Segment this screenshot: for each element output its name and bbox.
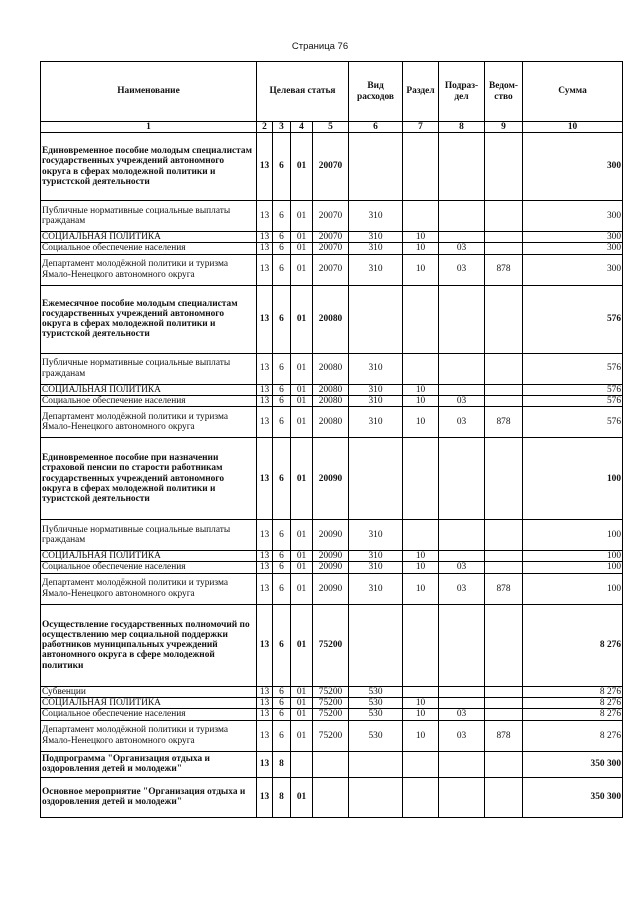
cell-dept — [485, 438, 523, 520]
cell-subsection — [439, 551, 485, 562]
cell-target-code: 75200 — [313, 709, 349, 720]
cell-subsection: 03 — [439, 243, 485, 254]
cell-section — [403, 285, 439, 353]
cell-subsection: 03 — [439, 573, 485, 604]
cell-expense-type: 530 — [349, 720, 403, 751]
header-sum: Сумма — [523, 62, 623, 122]
cell-expense-type: 310 — [349, 562, 403, 573]
cell-section — [403, 133, 439, 201]
cell-sum: 350 300 — [523, 751, 623, 777]
cell-subsection — [439, 133, 485, 201]
cell-section: 10 — [403, 407, 439, 438]
cell-target-program: 13 — [257, 438, 273, 520]
cell-sum: 300 — [523, 133, 623, 201]
cell-sum: 576 — [523, 384, 623, 395]
cell-name: СОЦИАЛЬНАЯ ПОЛИТИКА — [41, 384, 257, 395]
cell-subsection: 03 — [439, 562, 485, 573]
cell-target-program: 13 — [257, 407, 273, 438]
cell-sum: 300 — [523, 254, 623, 285]
cell-name: СОЦИАЛЬНАЯ ПОЛИТИКА — [41, 232, 257, 243]
cell-target-code: 20090 — [313, 551, 349, 562]
cell-target-event: 01 — [291, 720, 313, 751]
cell-target-code: 20070 — [313, 243, 349, 254]
cell-expense-type: 310 — [349, 395, 403, 406]
table-row — [41, 709, 623, 720]
cell-name: Департамент молодёжной политики и туризма Ямало-Ненецкого автономного округа — [41, 407, 257, 438]
cell-target-subprogram: 6 — [273, 254, 291, 285]
cell-section — [403, 353, 439, 384]
cell-name: Департамент молодёжной политики и туризма Ямало-Ненецкого автономного округа — [41, 254, 257, 285]
cell-target-program: 13 — [257, 395, 273, 406]
cell-dept — [485, 698, 523, 709]
cell-name: Публичные нормативные социальные выплаты гражданам — [41, 520, 257, 551]
cell-target-subprogram: 6 — [273, 720, 291, 751]
cell-section — [403, 604, 439, 686]
cell-dept — [485, 133, 523, 201]
cell-expense-type: 310 — [349, 407, 403, 438]
table-row — [41, 384, 623, 395]
cell-dept — [485, 353, 523, 384]
cell-target-event: 01 — [291, 285, 313, 353]
cell-section — [403, 777, 439, 817]
cell-name: Социальное обеспечение населения — [41, 709, 257, 720]
cell-sum: 100 — [523, 551, 623, 562]
col-number: 1 — [41, 122, 257, 133]
cell-target-event: 01 — [291, 698, 313, 709]
table-row — [41, 133, 623, 201]
cell-target-program: 13 — [257, 201, 273, 232]
cell-target-subprogram: 8 — [273, 777, 291, 817]
col-number: 6 — [349, 122, 403, 133]
cell-target-code: 75200 — [313, 604, 349, 686]
table-row — [41, 720, 623, 751]
cell-target-code: 20070 — [313, 232, 349, 243]
cell-expense-type: 310 — [349, 243, 403, 254]
cell-sum: 100 — [523, 520, 623, 551]
cell-target-code: 20080 — [313, 407, 349, 438]
table-row — [41, 551, 623, 562]
header-target: Целевая статья — [257, 62, 349, 122]
cell-target-code: 20080 — [313, 353, 349, 384]
cell-sum: 8 276 — [523, 698, 623, 709]
cell-target-program: 13 — [257, 777, 273, 817]
cell-target-event: 01 — [291, 384, 313, 395]
cell-target-code: 20070 — [313, 201, 349, 232]
cell-section — [403, 201, 439, 232]
cell-dept — [485, 686, 523, 697]
table-row — [41, 604, 623, 686]
cell-target-subprogram: 6 — [273, 133, 291, 201]
col-number: 10 — [523, 122, 623, 133]
cell-expense-type — [349, 751, 403, 777]
cell-subsection: 03 — [439, 254, 485, 285]
cell-target-subprogram: 6 — [273, 698, 291, 709]
cell-section: 10 — [403, 395, 439, 406]
cell-subsection — [439, 777, 485, 817]
cell-target-subprogram: 6 — [273, 709, 291, 720]
cell-expense-type — [349, 133, 403, 201]
cell-dept: 878 — [485, 720, 523, 751]
cell-target-event: 01 — [291, 520, 313, 551]
cell-target-program: 13 — [257, 562, 273, 573]
cell-section: 10 — [403, 384, 439, 395]
cell-subsection: 03 — [439, 407, 485, 438]
cell-target-code: 20090 — [313, 520, 349, 551]
cell-target-subprogram: 6 — [273, 562, 291, 573]
cell-target-event: 01 — [291, 353, 313, 384]
cell-target-program: 13 — [257, 232, 273, 243]
cell-sum: 8 276 — [523, 686, 623, 697]
cell-target-program: 13 — [257, 551, 273, 562]
cell-target-event: 01 — [291, 395, 313, 406]
cell-target-subprogram: 6 — [273, 201, 291, 232]
cell-subsection — [439, 438, 485, 520]
cell-target-subprogram: 6 — [273, 243, 291, 254]
cell-sum: 576 — [523, 285, 623, 353]
cell-dept: 878 — [485, 254, 523, 285]
cell-dept — [485, 562, 523, 573]
cell-expense-type: 310 — [349, 551, 403, 562]
cell-expense-type: 310 — [349, 384, 403, 395]
table-row — [41, 395, 623, 406]
cell-target-subprogram: 6 — [273, 573, 291, 604]
cell-expense-type: 310 — [349, 573, 403, 604]
cell-name: Публичные нормативные социальные выплаты гражданам — [41, 353, 257, 384]
cell-dept — [485, 285, 523, 353]
cell-target-event: 01 — [291, 243, 313, 254]
cell-target-code: 20080 — [313, 384, 349, 395]
cell-target-code — [313, 751, 349, 777]
cell-name: Публичные нормативные социальные выплаты гражданам — [41, 201, 257, 232]
cell-target-subprogram: 6 — [273, 384, 291, 395]
cell-expense-type: 530 — [349, 698, 403, 709]
cell-name: Единовременное пособие молодым специалистам государственных учреждений автономного округа в сферах молодежной политики и туристской деятельности — [41, 133, 257, 201]
table-row — [41, 520, 623, 551]
cell-target-event: 01 — [291, 604, 313, 686]
cell-section — [403, 520, 439, 551]
cell-target-event: 01 — [291, 407, 313, 438]
cell-expense-type: 530 — [349, 709, 403, 720]
cell-dept — [485, 551, 523, 562]
cell-target-code — [313, 777, 349, 817]
cell-sum: 350 300 — [523, 777, 623, 817]
cell-subsection: 03 — [439, 709, 485, 720]
cell-target-event: 01 — [291, 573, 313, 604]
cell-dept — [485, 751, 523, 777]
cell-subsection: 03 — [439, 720, 485, 751]
cell-target-event: 01 — [291, 551, 313, 562]
col-number: 7 — [403, 122, 439, 133]
cell-sum: 300 — [523, 201, 623, 232]
cell-section — [403, 686, 439, 697]
cell-target-program: 13 — [257, 254, 273, 285]
cell-dept — [485, 709, 523, 720]
cell-target-program: 13 — [257, 698, 273, 709]
header-row — [41, 62, 623, 122]
cell-subsection — [439, 686, 485, 697]
cell-section: 10 — [403, 573, 439, 604]
cell-section: 10 — [403, 562, 439, 573]
table-row — [41, 201, 623, 232]
table-row — [41, 686, 623, 697]
table-row — [41, 243, 623, 254]
cell-target-code: 20080 — [313, 285, 349, 353]
cell-subsection — [439, 520, 485, 551]
cell-sum: 576 — [523, 395, 623, 406]
cell-target-subprogram: 6 — [273, 407, 291, 438]
cell-target-event — [291, 751, 313, 777]
cell-target-subprogram: 6 — [273, 520, 291, 551]
cell-name: СОЦИАЛЬНАЯ ПОЛИТИКА — [41, 551, 257, 562]
cell-subsection — [439, 285, 485, 353]
col-number: 4 — [291, 122, 313, 133]
cell-subsection — [439, 353, 485, 384]
cell-target-program: 13 — [257, 604, 273, 686]
cell-target-code: 75200 — [313, 720, 349, 751]
cell-target-code: 20070 — [313, 133, 349, 201]
cell-target-program: 13 — [257, 720, 273, 751]
cell-subsection — [439, 232, 485, 243]
cell-dept: 878 — [485, 407, 523, 438]
cell-target-event: 01 — [291, 562, 313, 573]
cell-dept — [485, 243, 523, 254]
cell-target-event: 01 — [291, 709, 313, 720]
cell-subsection: 03 — [439, 395, 485, 406]
header-dept: Ведом-ство — [485, 62, 523, 122]
table-row — [41, 698, 623, 709]
cell-dept — [485, 777, 523, 817]
cell-target-code: 75200 — [313, 686, 349, 697]
header-expense: Вид расходов — [349, 62, 403, 122]
col-number: 2 — [257, 122, 273, 133]
cell-section: 10 — [403, 720, 439, 751]
header-name: Наименование — [41, 62, 257, 122]
header-section: Раздел — [403, 62, 439, 122]
cell-name: Подпрограмма "Организация отдыха и оздоровления детей и молодежи" — [41, 751, 257, 777]
cell-target-subprogram: 8 — [273, 751, 291, 777]
cell-target-program: 13 — [257, 285, 273, 353]
cell-sum: 100 — [523, 562, 623, 573]
cell-dept — [485, 232, 523, 243]
cell-target-program: 13 — [257, 243, 273, 254]
cell-target-program: 13 — [257, 384, 273, 395]
cell-subsection — [439, 384, 485, 395]
table-row — [41, 751, 623, 777]
cell-target-program: 13 — [257, 709, 273, 720]
cell-name: Субвенции — [41, 686, 257, 697]
cell-name: Департамент молодёжной политики и туризма Ямало-Ненецкого автономного округа — [41, 573, 257, 604]
cell-name: Социальное обеспечение населения — [41, 243, 257, 254]
cell-section: 10 — [403, 709, 439, 720]
cell-expense-type — [349, 285, 403, 353]
table-row — [41, 285, 623, 353]
cell-name: Единовременное пособие при назначении страховой пенсии по старости работникам государственных учреждений автономного округа в сферах молодежной политики и туристской деятельности — [41, 438, 257, 520]
cell-target-subprogram: 6 — [273, 353, 291, 384]
table-row — [41, 353, 623, 384]
cell-expense-type — [349, 604, 403, 686]
cell-sum: 576 — [523, 407, 623, 438]
cell-name: Осуществление государственных полномочий по осуществлению мер социальной поддержки работников муниципальных учреждений автономного округа в сфере молодежной политики — [41, 604, 257, 686]
cell-subsection — [439, 201, 485, 232]
cell-sum: 8 276 — [523, 720, 623, 751]
cell-target-program: 13 — [257, 353, 273, 384]
cell-subsection — [439, 698, 485, 709]
cell-sum: 100 — [523, 438, 623, 520]
cell-target-event: 01 — [291, 777, 313, 817]
cell-sum: 8 276 — [523, 604, 623, 686]
cell-section: 10 — [403, 243, 439, 254]
col-number: 8 — [439, 122, 485, 133]
cell-target-program: 13 — [257, 686, 273, 697]
cell-sum: 300 — [523, 243, 623, 254]
cell-subsection — [439, 751, 485, 777]
cell-dept — [485, 520, 523, 551]
cell-dept: 878 — [485, 573, 523, 604]
cell-expense-type — [349, 438, 403, 520]
cell-expense-type — [349, 777, 403, 817]
cell-expense-type: 310 — [349, 353, 403, 384]
cell-target-subprogram: 6 — [273, 686, 291, 697]
table-row — [41, 438, 623, 520]
cell-target-code: 20090 — [313, 573, 349, 604]
cell-target-code: 20090 — [313, 562, 349, 573]
cell-target-subprogram: 6 — [273, 604, 291, 686]
cell-sum: 576 — [523, 353, 623, 384]
cell-name: Основное мероприятие "Организация отдыха и оздоровления детей и молодежи" — [41, 777, 257, 817]
cell-section: 10 — [403, 254, 439, 285]
cell-target-subprogram: 6 — [273, 285, 291, 353]
cell-name: Социальное обеспечение населения — [41, 562, 257, 573]
cell-dept — [485, 395, 523, 406]
cell-expense-type: 310 — [349, 201, 403, 232]
cell-target-code: 20070 — [313, 254, 349, 285]
cell-target-program: 13 — [257, 520, 273, 551]
cell-target-subprogram: 6 — [273, 551, 291, 562]
table-row — [41, 254, 623, 285]
cell-target-program: 13 — [257, 133, 273, 201]
cell-target-event: 01 — [291, 254, 313, 285]
cell-name: Социальное обеспечение населения — [41, 395, 257, 406]
col-number: 5 — [313, 122, 349, 133]
cell-sum: 100 — [523, 573, 623, 604]
cell-target-event: 01 — [291, 201, 313, 232]
cell-dept — [485, 201, 523, 232]
cell-target-event: 01 — [291, 232, 313, 243]
cell-target-program: 13 — [257, 573, 273, 604]
col-number: 9 — [485, 122, 523, 133]
cell-section: 10 — [403, 698, 439, 709]
cell-expense-type: 530 — [349, 686, 403, 697]
cell-subsection — [439, 604, 485, 686]
table-row — [41, 407, 623, 438]
cell-name: Департамент молодёжной политики и туризма Ямало-Ненецкого автономного округа — [41, 720, 257, 751]
cell-target-subprogram: 6 — [273, 395, 291, 406]
cell-section: 10 — [403, 232, 439, 243]
cell-target-subprogram: 6 — [273, 232, 291, 243]
table-row — [41, 777, 623, 817]
column-number-row — [41, 122, 623, 133]
cell-target-event: 01 — [291, 438, 313, 520]
table-row — [41, 232, 623, 243]
cell-target-event: 01 — [291, 686, 313, 697]
cell-expense-type: 310 — [349, 232, 403, 243]
table-row — [41, 562, 623, 573]
page-number: Страница 76 — [291, 41, 349, 52]
cell-section: 10 — [403, 551, 439, 562]
header-subsection: Подраз-дел — [439, 62, 485, 122]
cell-expense-type: 310 — [349, 520, 403, 551]
cell-dept — [485, 384, 523, 395]
cell-section — [403, 751, 439, 777]
cell-section — [403, 438, 439, 520]
cell-target-program: 13 — [257, 751, 273, 777]
cell-sum: 300 — [523, 232, 623, 243]
table-row — [41, 573, 623, 604]
cell-name: Ежемесячное пособие молодым специалистам государственных учреждений автономного округа в сферах молодежной политики и туристской деятельности — [41, 285, 257, 353]
cell-sum: 8 276 — [523, 709, 623, 720]
cell-target-event: 01 — [291, 133, 313, 201]
cell-dept — [485, 604, 523, 686]
cell-target-subprogram: 6 — [273, 438, 291, 520]
col-number: 3 — [273, 122, 291, 133]
budget-table — [40, 61, 623, 818]
cell-target-code: 75200 — [313, 698, 349, 709]
cell-target-code: 20080 — [313, 395, 349, 406]
cell-expense-type: 310 — [349, 254, 403, 285]
cell-name: СОЦИАЛЬНАЯ ПОЛИТИКА — [41, 698, 257, 709]
cell-target-code: 20090 — [313, 438, 349, 520]
